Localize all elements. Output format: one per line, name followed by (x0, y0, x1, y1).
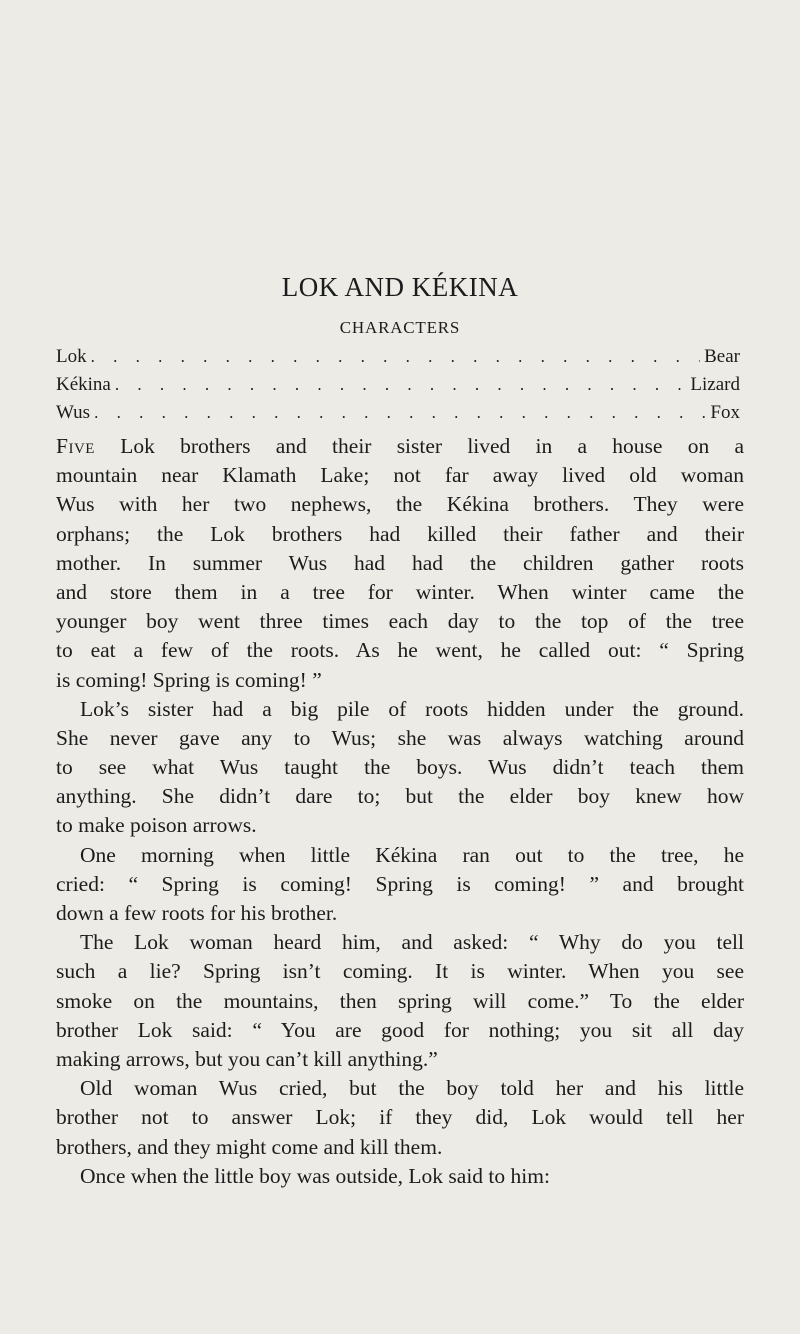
lead-word: Five (56, 434, 95, 458)
text-line: to see what Wus taught the boys. Wus didn’t teach them (56, 755, 744, 780)
text-line: smoke on the mountains, then spring will come.” To the elder (56, 988, 744, 1013)
text-line: One morning when little Kékina ran out to the tree, he (80, 842, 744, 867)
text-line: Old woman Wus cried, but the boy told her and his little (80, 1076, 744, 1101)
character-name: Lok (56, 346, 87, 367)
text-line: mountain near Klamath Lake; not far away lived old woman (56, 463, 744, 488)
characters-heading: CHARACTERS (339, 318, 461, 337)
story-paragraph (56, 928, 744, 1074)
story-body (56, 432, 744, 1191)
character-role: Lizard (690, 374, 740, 395)
text-line: and store them in a tree for winter. When winter came the (56, 579, 744, 604)
character-row (56, 374, 740, 402)
character-list (56, 346, 740, 430)
story-paragraph (56, 1074, 744, 1162)
text-line: Lok’s sister had a big pile of roots hidden under the ground. (80, 696, 744, 721)
line-text: Lok brothers and their sister lived in a house on a (94, 434, 744, 458)
text-line: mother. In summer Wus had had the children gather roots (56, 550, 744, 575)
text-line: orphans; the Lok brothers had killed their father and their (56, 521, 744, 546)
text-line: brother not to answer Lok; if they did, Lok would tell her (56, 1105, 744, 1130)
text-line: younger boy went three times each day to the top of the tree (56, 609, 744, 634)
text-line: anything. She didn’t dare to; but the elder boy knew how (56, 784, 744, 809)
character-role: Bear (704, 346, 740, 367)
text-line: making arrows, but you can’t kill anything.” (56, 1046, 438, 1071)
story-paragraph (56, 1162, 744, 1191)
story-paragraph (56, 432, 744, 695)
character-name: Wus (56, 402, 91, 423)
character-row (56, 402, 740, 430)
text-line: cried: “ Spring is coming! Spring is coming! ” and brought (56, 871, 744, 896)
text-line: brothers, and they might come and kill them. (56, 1134, 443, 1159)
dot-leader (91, 347, 701, 367)
text-line: Once when the little boy was outside, Lok said to him: (80, 1163, 550, 1188)
text-line: down a few roots for his brother. (56, 901, 338, 925)
text-line: The Lok woman heard him, and asked: “ Why do you tell (80, 930, 744, 955)
text-line: to make poison arrows. (56, 813, 257, 838)
story-paragraph (56, 695, 744, 841)
text-line: Wus with her two nephews, the Kékina brothers. They were (56, 492, 744, 517)
text-line: brother Lok said: “ You are good for nothing; you sit all day (56, 1017, 744, 1042)
text-line: such a lie? Spring isn’t coming. It is winter. When you see (56, 959, 744, 984)
text-line (56, 432, 744, 461)
dot-leader (115, 375, 687, 395)
story-title: LOK AND KÉKINA (281, 272, 519, 302)
character-role: Fox (710, 402, 740, 423)
text-line: is coming! Spring is coming! ” (56, 667, 322, 692)
character-row (56, 346, 740, 374)
character-name: Kékina (56, 374, 111, 395)
story-paragraph (56, 841, 744, 929)
text-line: She never gave any to Wus; she was always watching around (56, 725, 744, 750)
dot-leader (94, 403, 706, 423)
text-line: to eat a few of the roots. As he went, he called out: “ Spring (56, 638, 744, 663)
